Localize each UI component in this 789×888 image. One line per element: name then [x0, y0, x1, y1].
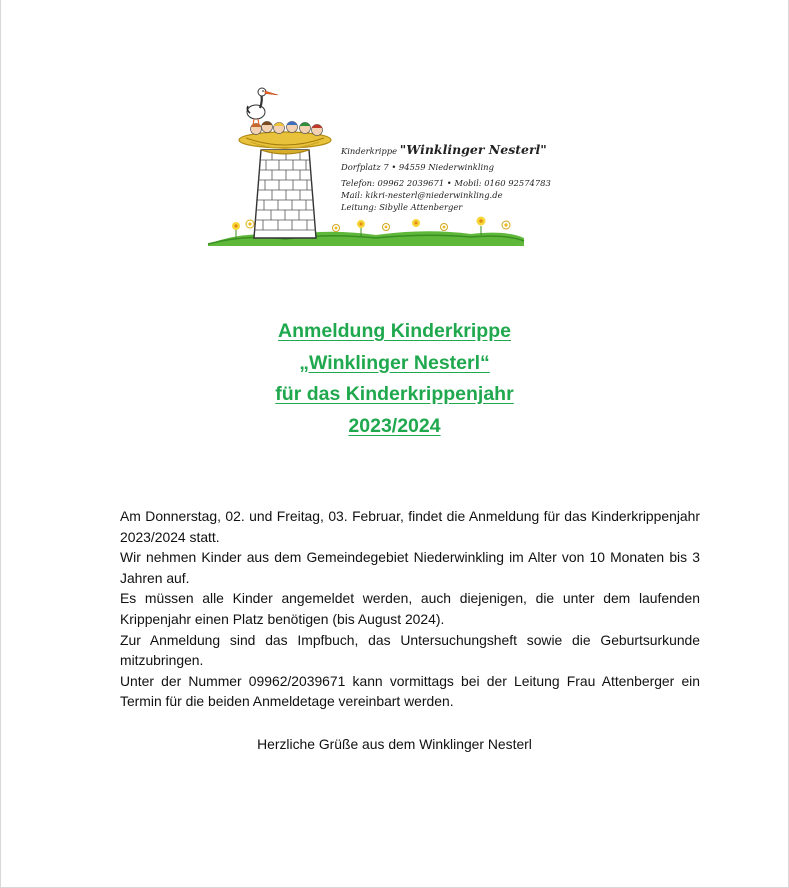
paragraph-age: Wir nehmen Kinder aus dem Gemeindegebiet Niederwinkling im Alter von 10 Monaten bis 3 Jahren auf.	[120, 549, 700, 586]
title-line-2: „Winklinger Nesterl“	[299, 351, 490, 374]
paragraph-dates: Am Donnerstag, 02. und Freitag, 03. Februar, findet die Anmeldung für das Kinderkrippenjahr 2023/2024 statt.	[120, 508, 700, 545]
document-title	[1, 316, 788, 442]
paragraph-documents: Zur Anmeldung sind das Impfbuch, das Untersuchungsheft sowie die Geburtsurkunde mitzubringen.	[120, 631, 700, 669]
letterhead-contact	[341, 144, 581, 213]
phone: Telefon: 09962 2039671 • Mobil: 0160 92574783	[341, 178, 551, 188]
paragraph-appointment: Unter der Nummer 09962/2039671 kann vormittags bei der Leitung Frau Attenberger ein Termin für die beiden Anmeldetage vereinbart werden.	[120, 672, 700, 710]
letterhead	[206, 78, 581, 250]
title-line-3: für das Kinderkrippenjahr	[275, 383, 514, 405]
closing-greeting: Herzliche Grüße aus dem Winklinger Nesterl	[257, 736, 532, 752]
leitung: Leitung: Sibylle Attenberger	[341, 202, 463, 212]
address: Dorfplatz 7 • 94559 Niederwinkling	[341, 162, 494, 172]
mail: Mail: kikri-nesterl@niederwinkling.de	[341, 190, 503, 200]
title-line-1: Anmeldung Kinderkrippe	[278, 320, 511, 342]
paragraph-all-children: Es müssen alle Kinder angemeldet werden, auch diejenigen, die unter dem laufenden Krippenjahr einen Platz benötigen (bis August 2024).	[120, 590, 700, 627]
body-text	[120, 506, 700, 712]
tower	[254, 150, 316, 238]
stork	[247, 88, 278, 125]
kita-name: Kinderkrippe "Winklinger Nesterl"	[341, 142, 547, 157]
title-line-4: 2023/2024	[348, 414, 441, 437]
